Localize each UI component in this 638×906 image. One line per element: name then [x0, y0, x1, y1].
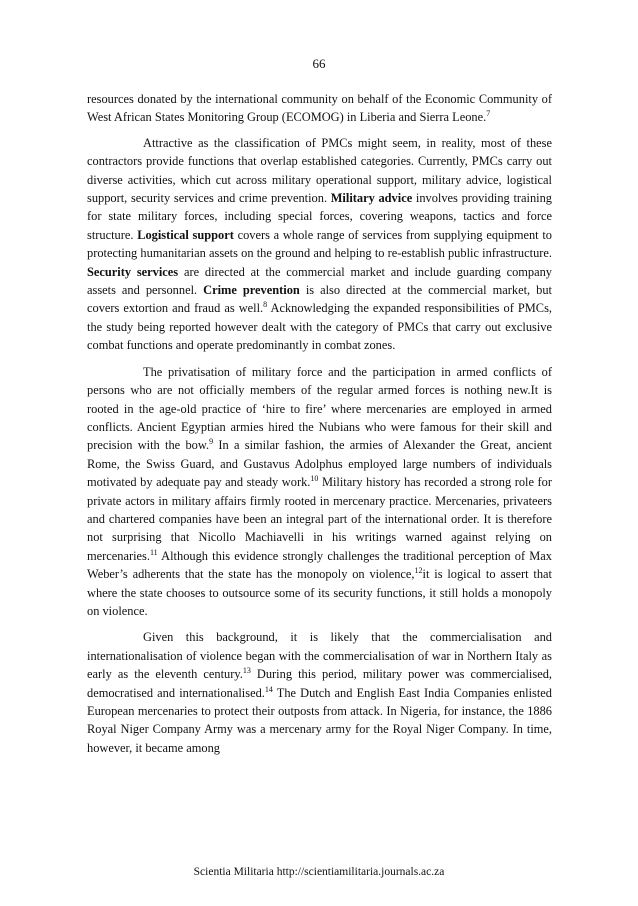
term-crime-prevention: Crime prevention	[203, 283, 300, 298]
footnote-ref: 14	[264, 684, 273, 694]
paragraph-2: Attractive as the classification of PMCs might seem, in reality, most of these contractors provide functions that overlap established categories. Currently, PMCs carry out diverse activities, which cut across military operational support, military advice, logistical support, security services and crime prevention. Military advice involves providing training for state military forces, including special forces, covering weapons, tactics and force structure. Logistical support covers a whole range of services from supplying equipment to protecting humanitarian assets on the ground and helping to re-establish public infrastructure. Security services are directed at the commercial market and include guarding company assets and personnel. Crime prevention is also directed at the commercial market, but covers extortion and fraud as well.$^8$ Acknowledging the expanded responsibilities of PMCs, the study being reported however dealt with the category of PMCs that carry out exclusive combat functions and operate predominantly in combat zones.	[87, 135, 553, 353]
footnote-ref: 12	[414, 566, 423, 576]
paragraph-3: The privatisation of military force and the participation in armed conflicts of persons who are not officially members of the regular armed forces is nothing new.It is rooted in the age-old practice of ‘hire to fire’ where mercenaries are employed in armed conflicts. Ancient Egyptian armies hired the Nubians who were famous for their skill and precision with the bow.$^9$ In a similar fashion, the armies of Alexander the Great, ancient Rome, the Swiss Guard, and Gustavus Adolphus employed large numbers of individuals motivated by adequate pay and steady work.$^{10}$ Military history has recorded a strong role for private actors in military affairs firmly rooted in mercenary practice. Mercenaries, privateers and chartered companies have been an integral part of the international order. It is therefore not surprising that Nicollo Machiavelli in his writings warned against relying on mercenaries.$^{11}$ Although this evidence strongly challenges the traditional perception of Max Weber’s adherents that the state has the monopoly on violence,$^{12}$it is logical to assert that where the state chooses to outsource some of its security functions, it still holds a monopoly on violence.	[87, 364, 553, 618]
term-security-services: Security services	[87, 264, 179, 279]
term-logistical-support: Logistical support	[137, 227, 234, 242]
paragraph-1: resources donated by the international community on behalf of the Economic Community of West African States Monitoring Group (ECOMOG) in Liberia and Sierra Leone.$^7$	[87, 92, 552, 125]
page-footer: Scientia Militaria http://scientiamilitaria.journals.ac.za	[193, 866, 445, 878]
body-text	[87, 90, 552, 765]
footnote-ref: 7	[486, 109, 491, 119]
footnote-ref: 9	[209, 437, 214, 447]
footnote-ref: 8	[263, 300, 268, 310]
page-number: 66	[312, 56, 326, 71]
paragraph-4: Given this background, it is likely that the commercialisation and internationalisation of violence began with the commercialisation of war in Northern Italy as early as the eleventh century.$^{13}$ During this period, military power was commercialised, democratised and internationalised.$^{14}$ The Dutch and English East India Companies enlisted European mercenaries to protect their outposts from attack. In Nigeria, for instance, the 1886 Royal Niger Company Army was a mercenary army for the Royal Niger Company. In time, however, it became among	[87, 630, 552, 755]
footnote-ref: 13	[242, 666, 251, 676]
footnote-ref: 11	[149, 547, 158, 557]
term-military-advice: Military advice	[330, 191, 413, 206]
footnote-ref: 10	[310, 474, 319, 483]
